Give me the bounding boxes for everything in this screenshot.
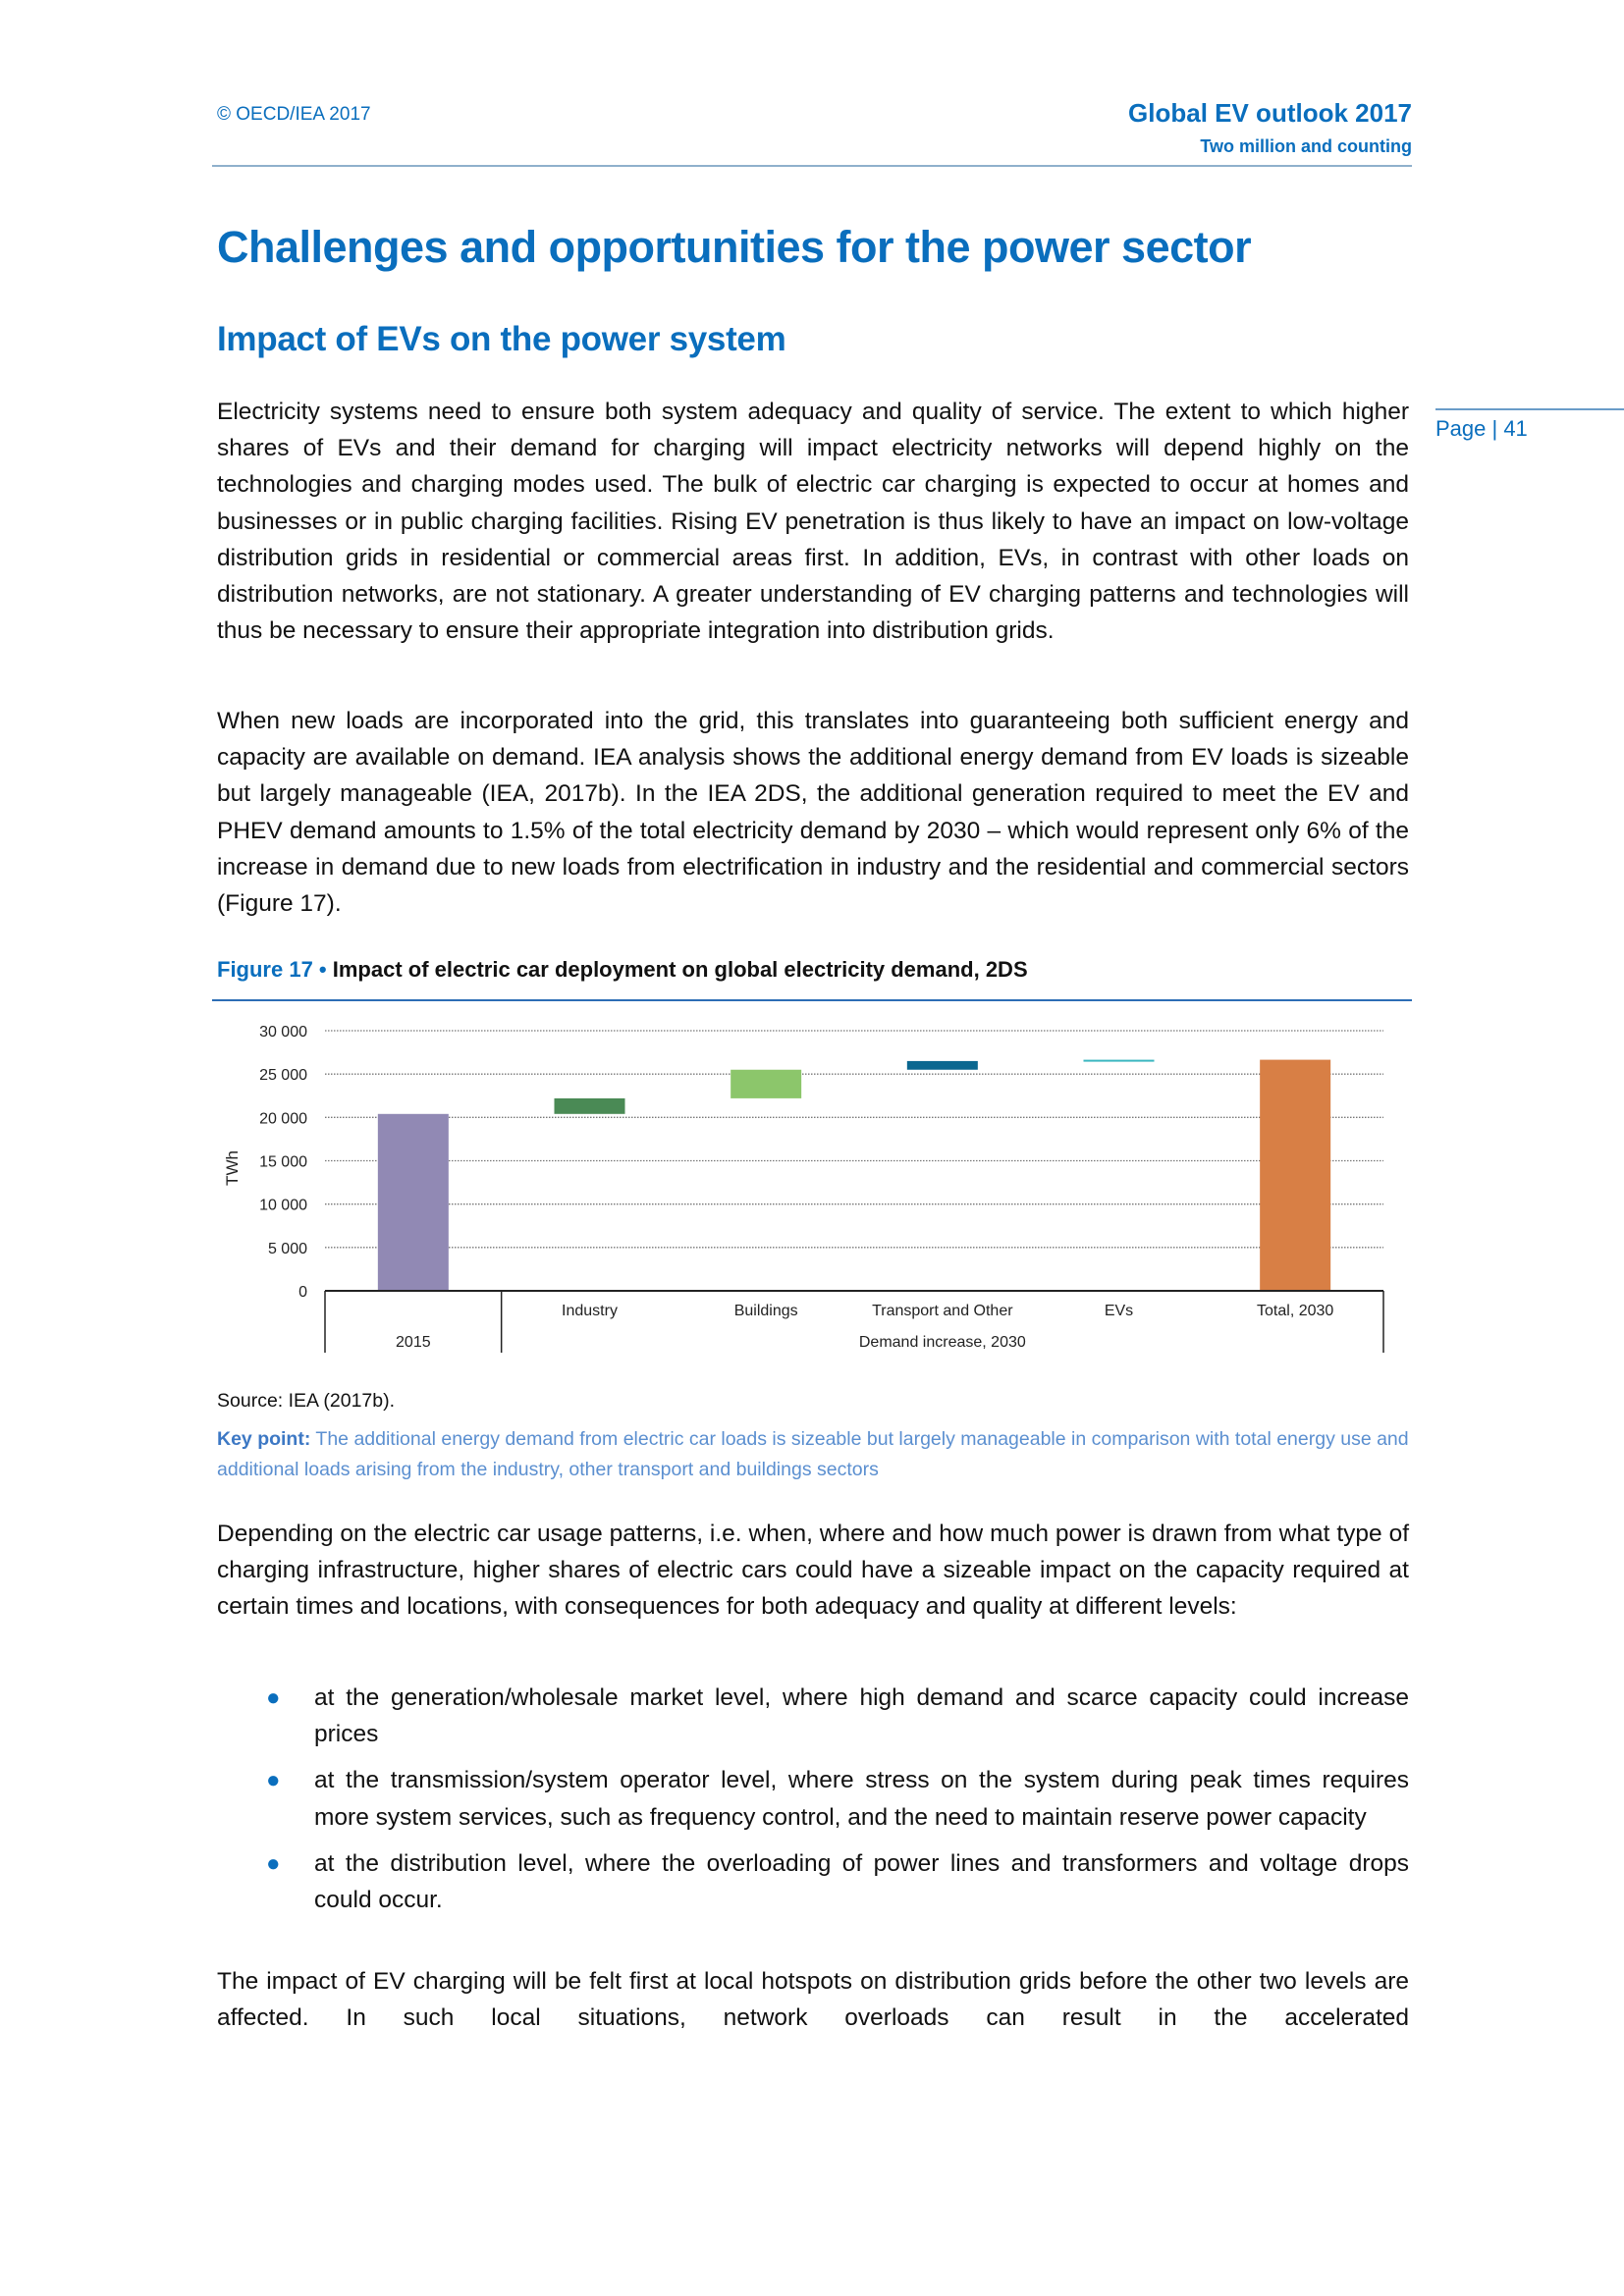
copyright: © OECD/IEA 2017 (217, 104, 371, 125)
bullet-item (217, 1845, 1409, 1918)
axes (259, 1024, 1383, 1353)
header-divider (212, 165, 1412, 167)
x-tick-label: Buildings (733, 1303, 798, 1319)
key-point (217, 1424, 1409, 1485)
bar-industry (555, 1098, 625, 1114)
report-subtitle: Two million and counting (1200, 136, 1412, 156)
paragraph: Electricity systems need to ensure both system adequacy and quality of service. The extent to which higher shares of EVs and their demand for charging will impact electricity networks will depend highly on the technologies and charging modes used. The bulk of electric car charging is expected to occur at homes and businesses or in public charging facilities. Rising EV penetration is thus likely to have an impact on low-voltage distribution grids in residential or commercial areas first. In addition, EVs, in contrast with other loads on distribution networks, are not stationary. A greater understanding of EV charging patterns and technologies will thus be necessary to ensure their appropriate integration into distribution grids. (217, 399, 1409, 645)
bar-buildings (731, 1070, 801, 1098)
figure-source: Source: IEA (2017b). (217, 1390, 396, 1412)
bullet-icon: ● (266, 1849, 281, 1877)
key-point-label: Key point: (217, 1428, 311, 1450)
bar-evs (1084, 1060, 1155, 1062)
report-title: Global EV outlook 2017 (1128, 98, 1412, 128)
bullet-item (217, 1762, 1409, 1835)
y-axis-label: TWh (223, 1150, 242, 1186)
bullet-item (217, 1680, 1409, 1752)
x-tick-label: Transport and Other (872, 1303, 1013, 1319)
gridlines (325, 1031, 1383, 1248)
group-label-demand-increase: Demand increase, 2030 (858, 1334, 1026, 1351)
x-tick-label: Industry (562, 1303, 618, 1319)
figure-divider (212, 999, 1412, 1001)
page-number: Page | 41 (1435, 416, 1528, 441)
bars (378, 1060, 1330, 1291)
x-tick-label: Total, 2030 (1257, 1303, 1334, 1319)
bar-total-2030 (1260, 1060, 1330, 1291)
bullet-icon: ● (266, 1767, 281, 1794)
page-number-divider (1435, 408, 1624, 410)
x-tick-label: EVs (1104, 1303, 1134, 1319)
figure-caption (217, 957, 1028, 983)
bullet-icon: ● (266, 1684, 281, 1711)
y-tick-label: 30 000 (259, 1024, 307, 1041)
bullet-text: at the generation/wholesale market level, where high demand and scarce capacity could increase prices (314, 1684, 1409, 1748)
paragraph: When new loads are incorporated into the grid, this translates into guaranteeing both sufficient energy and capacity are available on demand. IEA analysis shows the additional energy demand from EV loads is sizeable but largely manageable (IEA, 2017b). In the IEA 2DS, the additional generation required to meet the EV and PHEV demand amounts to 1.5% of the total electricity demand by 2030 – which would represent only 6% of the increase in demand due to new loads from electrification in industry and the residential and commercial sectors (Figure 17). (217, 708, 1409, 918)
bullet-text: at the transmission/system operator level, where stress on the system during peak times requires more system services, such as frequency control, and the need to maintain reserve power capacity (314, 1767, 1409, 1831)
y-tick-label: 5 000 (267, 1240, 307, 1257)
y-tick-label: 0 (298, 1284, 307, 1301)
key-point-text: The additional energy demand from electric car loads is sizeable but largely manageable in comparison with total energy use and additional loads arising from the industry, other transport and buildings sectors (217, 1428, 1409, 1480)
bullet-text: at the distribution level, where the overloading of power lines and transformers and voltage drops could occur. (314, 1849, 1409, 1914)
group-label-2015: 2015 (396, 1334, 431, 1351)
bar-transport-and-other (907, 1061, 978, 1070)
paragraph: Depending on the electric car usage patterns, i.e. when, where and how much power is drawn from what type of charging infrastructure, higher shares of electric cars could have a sizeable impact on the capacity required at certain times and locations, with consequences for both adequacy and quality at different levels: (217, 1521, 1409, 1621)
paragraph: The impact of EV charging will be felt first at local hotspots on distribution grids before the other two levels are affected. In such local situations, network overloads can result in the accelerated (217, 1968, 1409, 2032)
figure-number: Figure 17 • (217, 957, 327, 982)
y-tick-label: 15 000 (259, 1153, 307, 1171)
bar-2015 (378, 1114, 449, 1291)
y-tick-label: 20 000 (259, 1110, 307, 1128)
subsection-heading: Impact of EVs on the power system (217, 320, 786, 358)
bullet-list (217, 1680, 1409, 1928)
figure-title: Impact of electric car deployment on global electricity demand, 2DS (332, 957, 1028, 982)
y-tick-label: 25 000 (259, 1067, 307, 1085)
y-tick-label: 10 000 (259, 1197, 307, 1214)
section-heading: Challenges and opportunities for the power sector (217, 222, 1252, 272)
